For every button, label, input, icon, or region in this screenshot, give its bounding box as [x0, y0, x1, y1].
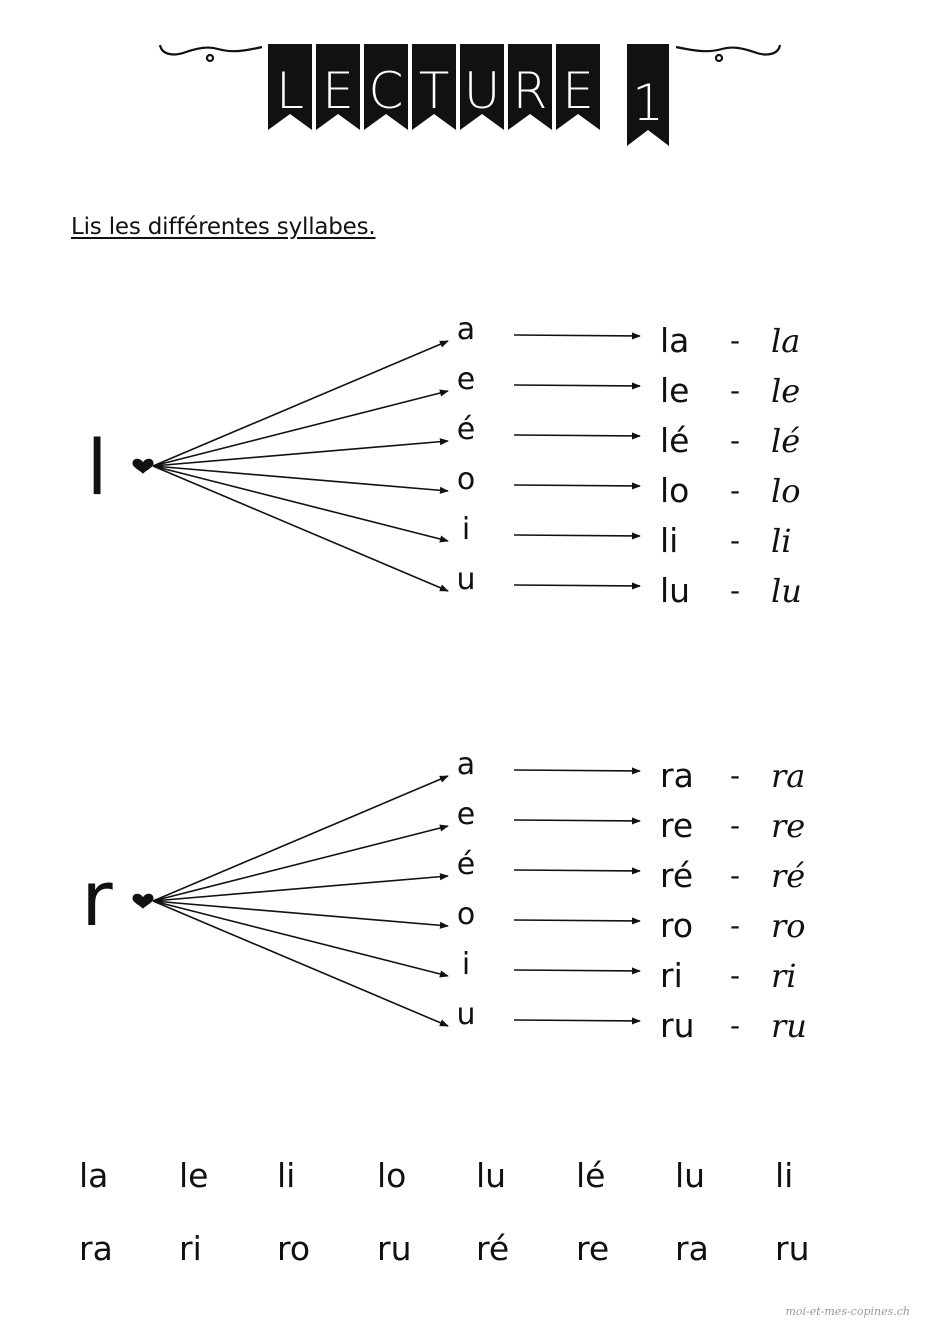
practice-syllable: ri: [179, 1229, 202, 1268]
result-arrow: [514, 535, 640, 536]
syllable-print: li: [660, 521, 679, 560]
result-arrow: [514, 485, 640, 486]
banner-flag-4: [460, 44, 504, 130]
result-arrow: [514, 970, 640, 971]
practice-syllable: la: [79, 1156, 109, 1195]
banner-flag-3: [412, 44, 456, 130]
syllable-cursive: ré: [771, 857, 806, 895]
practice-syllable: le: [179, 1156, 209, 1195]
banner-flag-1: [316, 44, 360, 130]
result-arrow: [514, 335, 640, 336]
fan-arrow: [153, 901, 448, 926]
syllable-print: ro: [660, 906, 694, 945]
practice-syllable: lu: [476, 1156, 507, 1195]
banner-flag-2: [364, 44, 408, 130]
separator-dash: -: [729, 524, 741, 557]
practice-syllable: lo: [377, 1156, 407, 1195]
fan-arrow: [153, 466, 448, 491]
syllable-cursive: lu: [771, 572, 802, 610]
practice-row-2: [79, 1229, 809, 1268]
separator-dash: -: [729, 424, 741, 457]
syllable-cursive: li: [771, 522, 792, 560]
banner-letter: L: [276, 62, 304, 120]
banner-letter: T: [418, 62, 450, 120]
practice-syllable: re: [576, 1229, 610, 1268]
separator-dash: -: [729, 859, 741, 892]
syllable-row: [153, 901, 807, 1045]
footer-credit: moi-et-mes-copines.ch: [785, 1305, 910, 1318]
syllable-cursive: la: [771, 322, 801, 360]
separator-dash: -: [729, 759, 741, 792]
syllable-row: [153, 466, 802, 610]
result-arrow: [514, 585, 640, 586]
practice-syllable: ru: [775, 1229, 810, 1268]
fan-arrow: [153, 776, 448, 901]
instruction-text: Lis les différentes syllabes.: [71, 214, 376, 240]
practice-syllable: ré: [476, 1229, 510, 1268]
banner-flag-0: [268, 44, 312, 130]
vowel-letter: a: [456, 747, 476, 782]
syllable-row: [153, 747, 805, 901]
vowel-letter: i: [461, 947, 471, 982]
syllable-print: ra: [660, 756, 694, 795]
practice-syllable: li: [277, 1156, 296, 1195]
syllable-print: re: [660, 806, 694, 845]
separator-dash: -: [729, 1009, 741, 1042]
fan-arrow: [153, 901, 448, 1026]
banner-letter: R: [512, 62, 548, 120]
banner-letter: C: [368, 62, 404, 120]
vowel-letter: u: [456, 997, 476, 1032]
syllable-row: [153, 797, 805, 901]
practice-row-1: [79, 1156, 793, 1195]
syllable-row: [153, 312, 800, 466]
vowel-letter: é: [456, 412, 476, 447]
banner-number-flag: [627, 44, 669, 146]
syllable-print: ri: [660, 956, 683, 995]
separator-dash: -: [729, 474, 741, 507]
practice-syllable: ru: [377, 1229, 412, 1268]
banner-swirl-left-icon: [160, 45, 262, 61]
syllable-print: le: [660, 371, 690, 410]
separator-dash: -: [729, 324, 741, 357]
syllable-cursive: re: [771, 807, 806, 845]
practice-syllable: ro: [277, 1229, 311, 1268]
syllable-print: ru: [660, 1006, 695, 1045]
syllable-row: [153, 847, 805, 901]
syllable-print: lo: [660, 471, 690, 510]
syllable-print: lé: [660, 421, 690, 460]
vowel-letter: i: [461, 512, 471, 547]
separator-dash: -: [729, 959, 741, 992]
syllable-row: [153, 462, 801, 510]
separator-dash: -: [729, 909, 741, 942]
practice-syllable: ra: [79, 1229, 113, 1268]
fan-arrow: [153, 441, 448, 466]
banner-swirl-right-icon: [676, 45, 780, 61]
result-arrow: [514, 435, 640, 436]
vowel-letter: o: [456, 462, 476, 497]
separator-dash: -: [729, 374, 741, 407]
syllable-row: [153, 412, 800, 466]
result-arrow: [514, 385, 640, 386]
fan-arrow: [153, 466, 448, 591]
syllable-diagrams: [81, 312, 807, 1045]
consonant-letter: r: [81, 854, 113, 943]
banner-flag-5: [508, 44, 552, 130]
fan-arrow: [153, 901, 448, 976]
banner-letter: E: [322, 62, 354, 120]
banner-letter: U: [463, 62, 501, 120]
result-arrow: [514, 770, 640, 771]
vowel-letter: u: [456, 562, 476, 597]
practice-syllable: lu: [675, 1156, 706, 1195]
consonant-letter: l: [86, 423, 108, 512]
fan-arrow: [153, 876, 448, 901]
title-banner: [268, 44, 669, 146]
separator-dash: -: [729, 809, 741, 842]
practice-syllable: ra: [675, 1229, 709, 1268]
syllable-cursive: ra: [771, 757, 806, 795]
vowel-letter: é: [456, 847, 476, 882]
practice-syllable: li: [775, 1156, 794, 1195]
syllable-group-r: [81, 747, 807, 1045]
syllable-print: ré: [660, 856, 694, 895]
syllable-print: lu: [660, 571, 691, 610]
separator-dash: -: [729, 574, 741, 607]
fan-arrow: [153, 341, 448, 466]
result-arrow: [514, 870, 640, 871]
syllable-cursive: le: [771, 372, 801, 410]
practice-syllables: [79, 1156, 809, 1268]
result-arrow: [514, 820, 640, 821]
vowel-letter: a: [456, 312, 476, 347]
vowel-letter: e: [456, 362, 476, 397]
syllable-row: [153, 362, 800, 466]
banner-letter: E: [562, 62, 594, 120]
syllable-cursive: lo: [771, 472, 801, 510]
fan-arrow: [153, 391, 448, 466]
fan-arrow: [153, 466, 448, 541]
heart-icon: [133, 894, 154, 909]
syllable-group-l: [86, 312, 801, 610]
syllable-cursive: ru: [771, 1007, 807, 1045]
syllable-print: la: [660, 321, 690, 360]
banner-number: 1: [632, 74, 664, 132]
vowel-letter: e: [456, 797, 476, 832]
syllable-row: [153, 897, 806, 945]
heart-icon: [133, 459, 154, 474]
syllable-cursive: ri: [771, 957, 797, 995]
syllable-cursive: lé: [771, 422, 801, 460]
practice-syllable: lé: [576, 1156, 606, 1195]
result-arrow: [514, 920, 640, 921]
fan-arrow: [153, 826, 448, 901]
syllable-cursive: ro: [771, 907, 806, 945]
result-arrow: [514, 1020, 640, 1021]
vowel-letter: o: [456, 897, 476, 932]
banner-flag-6: [556, 44, 600, 130]
